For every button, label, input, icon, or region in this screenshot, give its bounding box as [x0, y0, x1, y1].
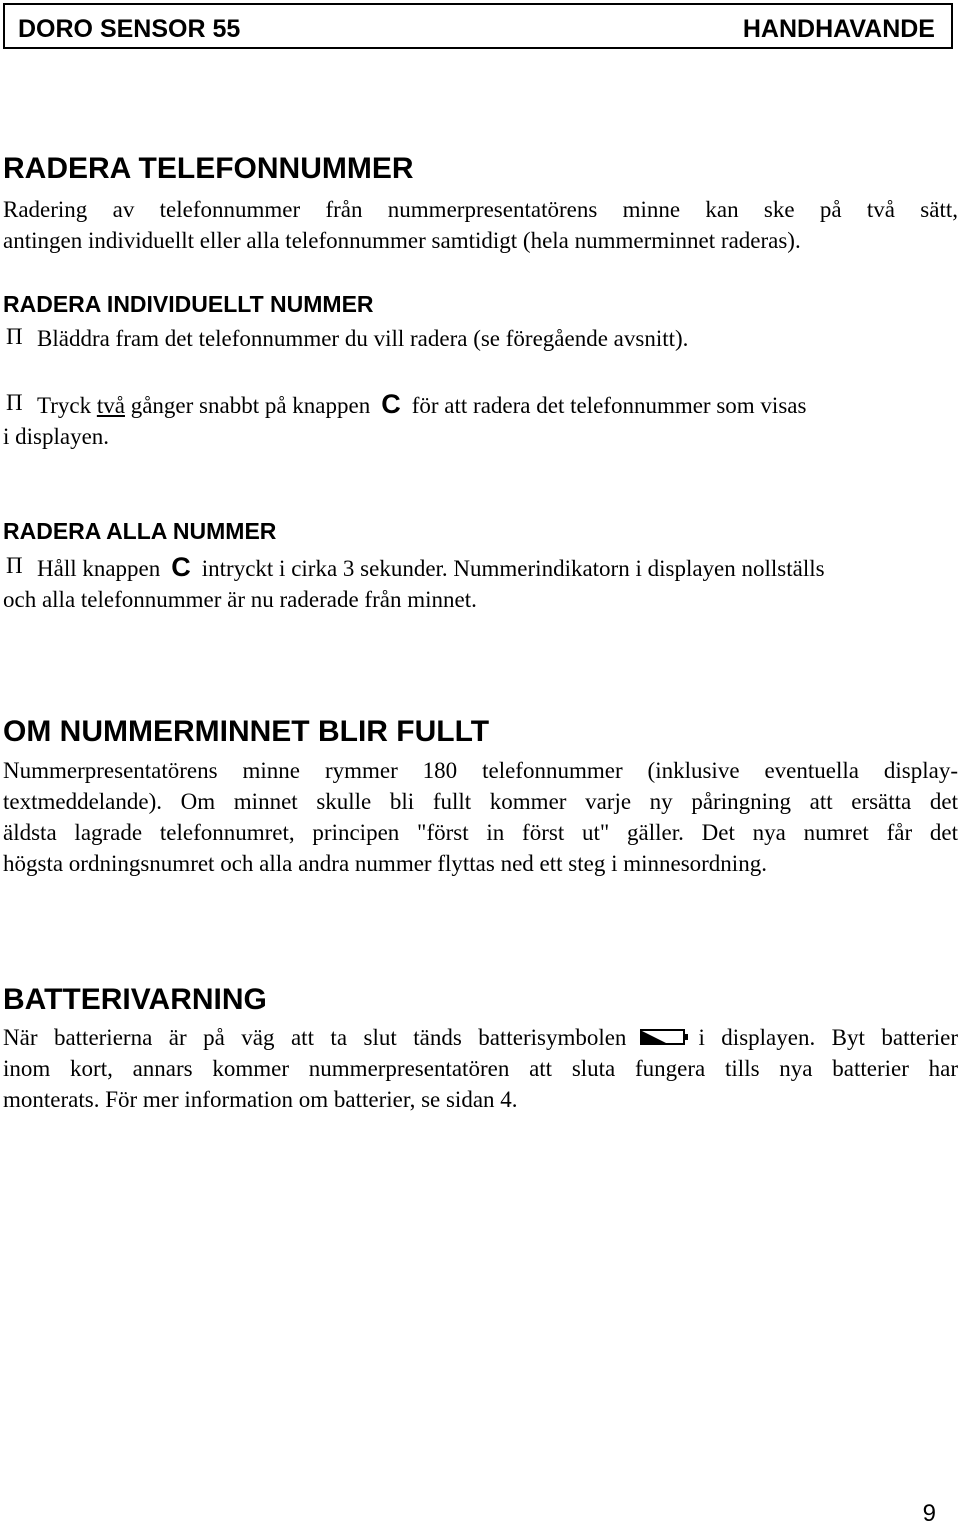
- section-title-radera: RADERA TELEFONNUMMER: [3, 152, 414, 185]
- intro-paragraph: Radering av telefonnummer från nummerpresentatörens minne kan ske på två sätt, antingen individuellt eller alla telefonnummer samtidigt (hela nummerminnet raderas).: [3, 197, 958, 253]
- page-header: [3, 3, 953, 49]
- bullet-icon: Π: [6, 324, 23, 349]
- c-key-icon: C: [171, 552, 191, 582]
- step-press-twice-cont: i displayen.: [3, 424, 110, 449]
- subtitle-all: RADERA ALLA NUMMER: [3, 518, 277, 544]
- subtitle-individual: RADERA INDIVIDUELLT NUMMER: [3, 291, 374, 317]
- step-hold: Håll knappen C intryckt i cirka 3 sekunder. Nummerindikatorn i displayen nollställs: [37, 552, 825, 582]
- page-number: 9: [922, 1500, 936, 1527]
- battery-icon: [626, 1024, 698, 1044]
- step-press-twice: Tryck två gånger snabbt på knappen C för att radera det telefonnummer som visas: [37, 389, 807, 419]
- chapter-name: HANDHAVANDE: [742, 15, 935, 43]
- step-browse: Bläddra fram det telefonnummer du vill radera (se föregående avsnitt).: [37, 326, 689, 351]
- section-title-full: OM NUMMERMINNET BLIR FULLT: [3, 715, 490, 748]
- full-paragraph: Nummerpresentatörens minne rymmer 180 telefonnummer (inklusive eventuella display- textmeddelande). Om minnet skulle bli fullt kommer varje ny påringning att ersätta det äldsta lagrade telefonnumret, principen "först in först ut" gäller. Det nya numret får det högsta ordningsnumret och alla andra nummer flyttas ned ett steg i minnesordning.: [3, 758, 958, 876]
- product-name: DORO SENSOR 55: [18, 15, 241, 43]
- c-key-icon: C: [381, 389, 401, 419]
- section-title-battery: BATTERIVARNING: [3, 983, 267, 1016]
- step-hold-cont: och alla telefonnummer är nu raderade från minnet.: [3, 587, 477, 612]
- bullet-icon: Π: [6, 553, 23, 578]
- battery-paragraph: När batterierna är på väg att ta slut tänds batterisymbolen i displayen. Byt batterier inom kort, annars kommer nummerpresentatören att sluta fungera tills nya batterier har monterats. För mer information om batterier, se sidan 4.: [3, 1025, 959, 1112]
- bullet-icon: Π: [6, 390, 23, 415]
